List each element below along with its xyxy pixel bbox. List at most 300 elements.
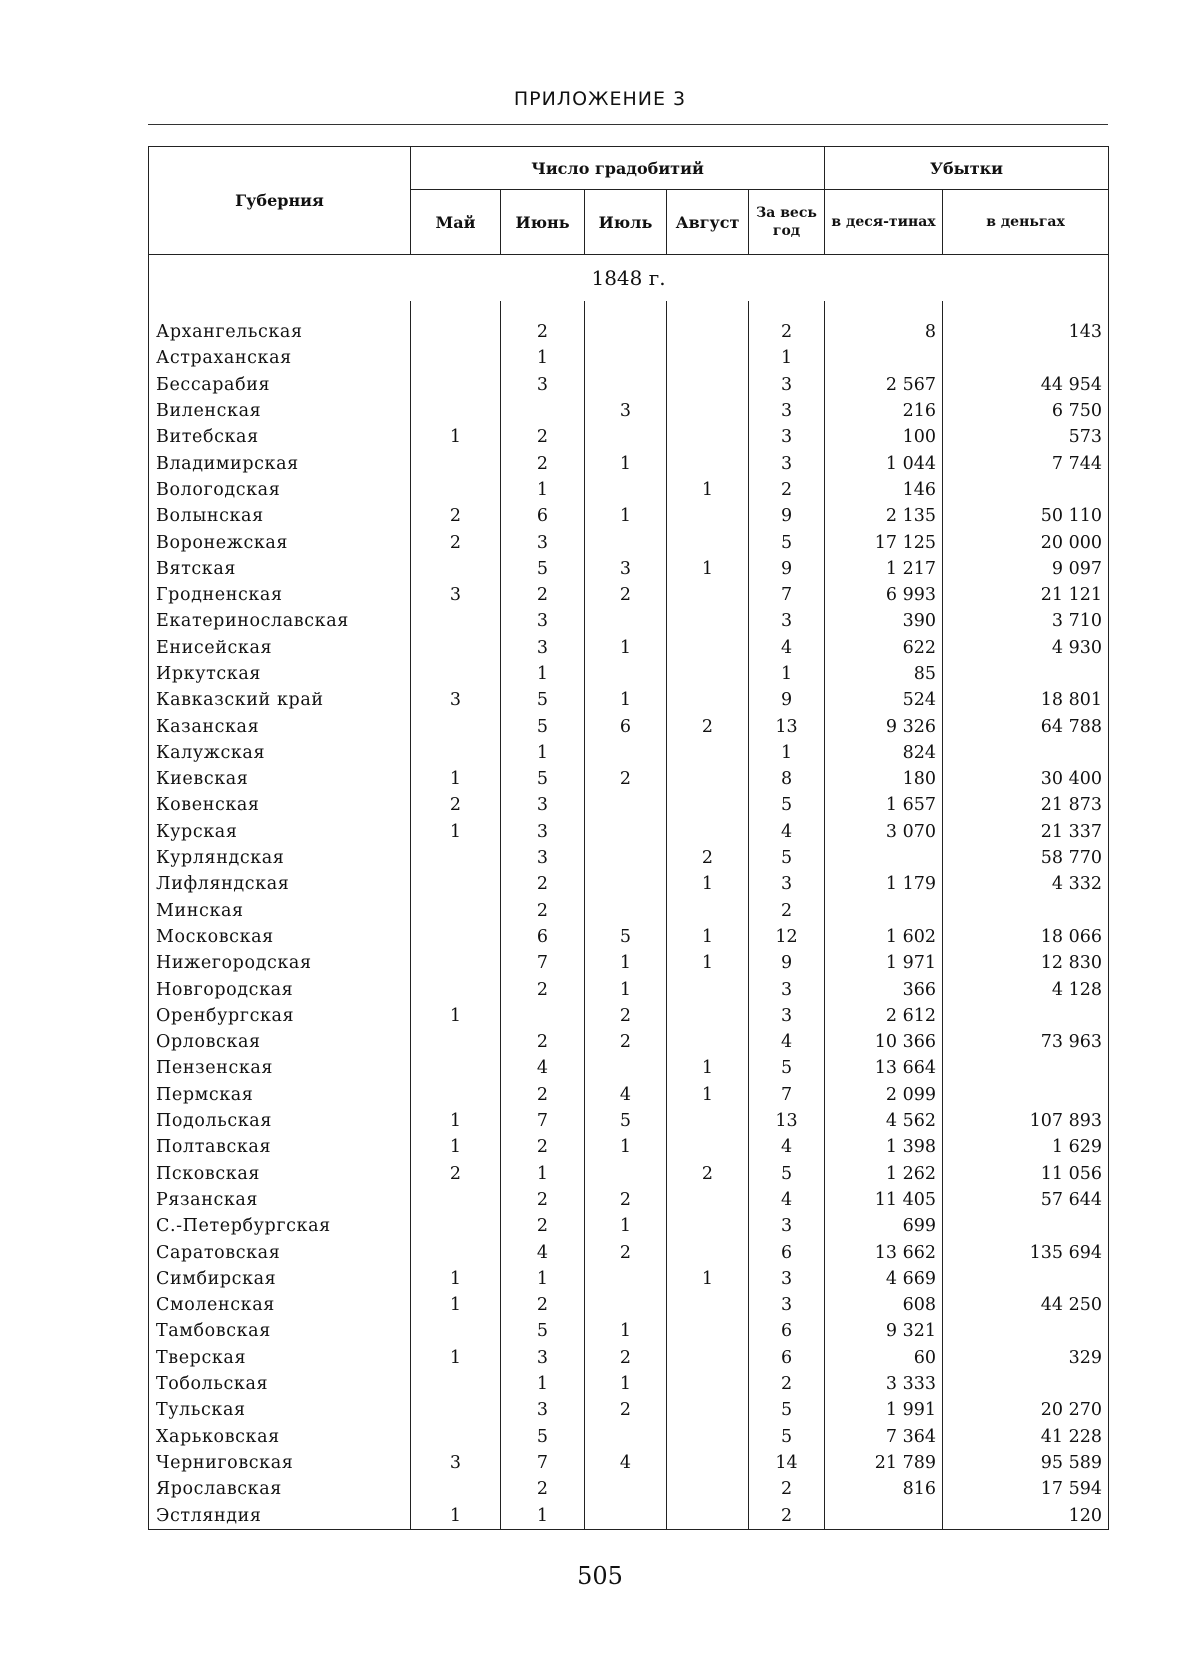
june-count: 4 bbox=[501, 1239, 585, 1265]
august-count: 1 bbox=[667, 1055, 749, 1081]
july-count: 4 bbox=[585, 1082, 667, 1108]
header-july: Июль bbox=[585, 190, 667, 255]
june-count bbox=[501, 398, 585, 424]
year-total: 5 bbox=[749, 1423, 825, 1449]
year-total: 9 bbox=[749, 950, 825, 976]
july-count: 2 bbox=[585, 766, 667, 792]
table-row bbox=[149, 1161, 1109, 1187]
august-count bbox=[667, 1502, 749, 1529]
may-count bbox=[411, 661, 501, 687]
header-in-desyatinas: в деся-тинах bbox=[825, 190, 943, 255]
year-total: 3 bbox=[749, 424, 825, 450]
may-count bbox=[411, 1082, 501, 1108]
region-name: Воронежская bbox=[149, 529, 411, 555]
loss-desyatinas: 17 125 bbox=[825, 529, 943, 555]
may-count bbox=[411, 845, 501, 871]
year-total: 5 bbox=[749, 1161, 825, 1187]
year-total: 3 bbox=[749, 398, 825, 424]
region-name: Смоленская bbox=[149, 1292, 411, 1318]
july-count: 3 bbox=[585, 398, 667, 424]
loss-money: 18 066 bbox=[943, 924, 1109, 950]
hail-statistics-table-container bbox=[148, 146, 1108, 1530]
loss-money: 120 bbox=[943, 1502, 1109, 1529]
july-count bbox=[585, 792, 667, 818]
july-count bbox=[585, 477, 667, 503]
june-count: 1 bbox=[501, 1371, 585, 1397]
region-name: Полтавская bbox=[149, 1134, 411, 1160]
table-row bbox=[149, 976, 1109, 1002]
loss-money: 20 270 bbox=[943, 1397, 1109, 1423]
august-count bbox=[667, 529, 749, 555]
region-name: Киевская bbox=[149, 766, 411, 792]
year-total: 3 bbox=[749, 608, 825, 634]
loss-desyatinas: 366 bbox=[825, 976, 943, 1002]
july-count bbox=[585, 845, 667, 871]
july-count: 1 bbox=[585, 1213, 667, 1239]
july-count: 2 bbox=[585, 1345, 667, 1371]
region-name: С.-Петербургская bbox=[149, 1213, 411, 1239]
loss-money: 21 121 bbox=[943, 582, 1109, 608]
august-count bbox=[667, 792, 749, 818]
july-count: 1 bbox=[585, 950, 667, 976]
may-count bbox=[411, 1318, 501, 1344]
august-count bbox=[667, 766, 749, 792]
july-count bbox=[585, 608, 667, 634]
loss-desyatinas: 608 bbox=[825, 1292, 943, 1318]
region-name: Рязанская bbox=[149, 1187, 411, 1213]
may-count: 2 bbox=[411, 503, 501, 529]
region-name: Черниговская bbox=[149, 1450, 411, 1476]
may-count: 1 bbox=[411, 424, 501, 450]
table-row bbox=[149, 635, 1109, 661]
july-count: 2 bbox=[585, 1239, 667, 1265]
june-count: 2 bbox=[501, 898, 585, 924]
may-count bbox=[411, 871, 501, 897]
region-name: Харьковская bbox=[149, 1423, 411, 1449]
loss-desyatinas: 699 bbox=[825, 1213, 943, 1239]
region-name: Курляндская bbox=[149, 845, 411, 871]
header-year-total: За весь год bbox=[749, 190, 825, 255]
august-count bbox=[667, 898, 749, 924]
august-count bbox=[667, 635, 749, 661]
region-name: Новгородская bbox=[149, 976, 411, 1002]
loss-desyatinas: 9 321 bbox=[825, 1318, 943, 1344]
may-count: 1 bbox=[411, 766, 501, 792]
year-total: 3 bbox=[749, 372, 825, 398]
august-count bbox=[667, 976, 749, 1002]
header-region: Губерния bbox=[149, 147, 411, 255]
august-count: 1 bbox=[667, 1082, 749, 1108]
region-name: Кавказский край bbox=[149, 687, 411, 713]
table-row bbox=[149, 1239, 1109, 1265]
year-total: 4 bbox=[749, 1029, 825, 1055]
loss-desyatinas: 824 bbox=[825, 740, 943, 766]
year-total: 4 bbox=[749, 1187, 825, 1213]
table-row bbox=[149, 740, 1109, 766]
year-total: 2 bbox=[749, 1371, 825, 1397]
loss-money: 11 056 bbox=[943, 1161, 1109, 1187]
july-count: 1 bbox=[585, 1134, 667, 1160]
loss-money: 95 589 bbox=[943, 1450, 1109, 1476]
may-count: 2 bbox=[411, 792, 501, 818]
year-total: 2 bbox=[749, 477, 825, 503]
table-row bbox=[149, 345, 1109, 371]
region-name: Иркутская bbox=[149, 661, 411, 687]
table-row bbox=[149, 792, 1109, 818]
hail-statistics-table bbox=[148, 146, 1109, 1530]
july-count bbox=[585, 1502, 667, 1529]
year-total: 12 bbox=[749, 924, 825, 950]
august-count bbox=[667, 1397, 749, 1423]
loss-desyatinas: 100 bbox=[825, 424, 943, 450]
table-row bbox=[149, 819, 1109, 845]
year-total: 3 bbox=[749, 1266, 825, 1292]
loss-desyatinas: 60 bbox=[825, 1345, 943, 1371]
table-row bbox=[149, 372, 1109, 398]
year-total: 3 bbox=[749, 1292, 825, 1318]
july-count: 2 bbox=[585, 1029, 667, 1055]
table-row bbox=[149, 398, 1109, 424]
loss-desyatinas: 85 bbox=[825, 661, 943, 687]
loss-money: 4 930 bbox=[943, 635, 1109, 661]
july-count bbox=[585, 1266, 667, 1292]
may-count: 1 bbox=[411, 1108, 501, 1134]
loss-money bbox=[943, 1318, 1109, 1344]
june-count: 1 bbox=[501, 477, 585, 503]
year-total: 9 bbox=[749, 687, 825, 713]
may-count bbox=[411, 556, 501, 582]
may-count bbox=[411, 924, 501, 950]
region-name: Подольская bbox=[149, 1108, 411, 1134]
region-name: Эстляндия bbox=[149, 1502, 411, 1529]
loss-money: 135 694 bbox=[943, 1239, 1109, 1265]
july-count bbox=[585, 871, 667, 897]
region-name: Минская bbox=[149, 898, 411, 924]
year-total: 5 bbox=[749, 845, 825, 871]
header-august: Август bbox=[667, 190, 749, 255]
june-count: 3 bbox=[501, 1397, 585, 1423]
august-count bbox=[667, 1134, 749, 1160]
region-name: Гродненская bbox=[149, 582, 411, 608]
june-count: 2 bbox=[501, 582, 585, 608]
region-name: Енисейская bbox=[149, 635, 411, 661]
region-name: Тобольская bbox=[149, 1371, 411, 1397]
year-total: 2 bbox=[749, 898, 825, 924]
july-count bbox=[585, 661, 667, 687]
july-count bbox=[585, 1055, 667, 1081]
loss-money bbox=[943, 1082, 1109, 1108]
may-count bbox=[411, 1055, 501, 1081]
august-count bbox=[667, 1423, 749, 1449]
may-count bbox=[411, 740, 501, 766]
header-may: Май bbox=[411, 190, 501, 255]
may-count bbox=[411, 345, 501, 371]
may-count bbox=[411, 635, 501, 661]
june-count: 2 bbox=[501, 871, 585, 897]
july-count: 3 bbox=[585, 556, 667, 582]
year-total: 2 bbox=[749, 319, 825, 345]
july-count: 1 bbox=[585, 1371, 667, 1397]
table-row bbox=[149, 503, 1109, 529]
loss-money: 107 893 bbox=[943, 1108, 1109, 1134]
header-june: Июнь bbox=[501, 190, 585, 255]
table-row bbox=[149, 1397, 1109, 1423]
june-count: 2 bbox=[501, 1213, 585, 1239]
june-count: 1 bbox=[501, 661, 585, 687]
loss-desyatinas: 1 991 bbox=[825, 1397, 943, 1423]
june-count: 2 bbox=[501, 1292, 585, 1318]
region-name: Оренбургская bbox=[149, 1003, 411, 1029]
table-row bbox=[149, 1029, 1109, 1055]
loss-money: 73 963 bbox=[943, 1029, 1109, 1055]
table-row bbox=[149, 1318, 1109, 1344]
table-row bbox=[149, 1003, 1109, 1029]
may-count bbox=[411, 976, 501, 1002]
july-count bbox=[585, 529, 667, 555]
july-count bbox=[585, 898, 667, 924]
year-total: 5 bbox=[749, 1055, 825, 1081]
year-total: 5 bbox=[749, 792, 825, 818]
may-count bbox=[411, 319, 501, 345]
loss-money bbox=[943, 1003, 1109, 1029]
loss-desyatinas: 13 664 bbox=[825, 1055, 943, 1081]
july-count: 6 bbox=[585, 713, 667, 739]
year-total: 7 bbox=[749, 582, 825, 608]
loss-money: 50 110 bbox=[943, 503, 1109, 529]
region-name: Орловская bbox=[149, 1029, 411, 1055]
may-count bbox=[411, 608, 501, 634]
may-count bbox=[411, 1476, 501, 1502]
june-count: 2 bbox=[501, 1187, 585, 1213]
table-row bbox=[149, 1371, 1109, 1397]
july-count bbox=[585, 1423, 667, 1449]
loss-money: 4 128 bbox=[943, 976, 1109, 1002]
may-count: 3 bbox=[411, 582, 501, 608]
table-row bbox=[149, 1476, 1109, 1502]
loss-money bbox=[943, 1055, 1109, 1081]
august-count bbox=[667, 582, 749, 608]
region-name: Калужская bbox=[149, 740, 411, 766]
table-row bbox=[149, 687, 1109, 713]
may-count: 2 bbox=[411, 1161, 501, 1187]
july-count: 1 bbox=[585, 635, 667, 661]
july-count bbox=[585, 424, 667, 450]
may-count: 1 bbox=[411, 819, 501, 845]
loss-money bbox=[943, 740, 1109, 766]
july-count: 2 bbox=[585, 1187, 667, 1213]
august-count bbox=[667, 608, 749, 634]
loss-money: 143 bbox=[943, 319, 1109, 345]
year-total: 1 bbox=[749, 661, 825, 687]
august-count: 2 bbox=[667, 1161, 749, 1187]
loss-money bbox=[943, 1213, 1109, 1239]
table-row bbox=[149, 924, 1109, 950]
table-row bbox=[149, 1213, 1109, 1239]
table-row bbox=[149, 556, 1109, 582]
loss-desyatinas: 622 bbox=[825, 635, 943, 661]
loss-desyatinas: 13 662 bbox=[825, 1239, 943, 1265]
year-total: 3 bbox=[749, 1003, 825, 1029]
loss-desyatinas: 4 669 bbox=[825, 1266, 943, 1292]
loss-money: 21 337 bbox=[943, 819, 1109, 845]
july-count: 2 bbox=[585, 1397, 667, 1423]
may-count bbox=[411, 713, 501, 739]
loss-desyatinas: 3 333 bbox=[825, 1371, 943, 1397]
august-count bbox=[667, 1345, 749, 1371]
may-count bbox=[411, 1371, 501, 1397]
page-number: 505 bbox=[0, 1562, 1200, 1590]
may-count: 1 bbox=[411, 1502, 501, 1529]
loss-desyatinas: 524 bbox=[825, 687, 943, 713]
august-count bbox=[667, 503, 749, 529]
loss-money: 573 bbox=[943, 424, 1109, 450]
june-count: 2 bbox=[501, 450, 585, 476]
year-total: 3 bbox=[749, 871, 825, 897]
header-losses: Убытки bbox=[825, 147, 1109, 190]
july-count: 1 bbox=[585, 976, 667, 1002]
august-count bbox=[667, 345, 749, 371]
june-count: 3 bbox=[501, 819, 585, 845]
loss-desyatinas: 180 bbox=[825, 766, 943, 792]
region-name: Пензенская bbox=[149, 1055, 411, 1081]
loss-desyatinas: 10 366 bbox=[825, 1029, 943, 1055]
june-count: 7 bbox=[501, 1450, 585, 1476]
may-count: 3 bbox=[411, 687, 501, 713]
july-count: 4 bbox=[585, 1450, 667, 1476]
loss-desyatinas: 2 567 bbox=[825, 372, 943, 398]
region-name: Казанская bbox=[149, 713, 411, 739]
may-count: 2 bbox=[411, 529, 501, 555]
june-count bbox=[501, 1003, 585, 1029]
year-total: 6 bbox=[749, 1239, 825, 1265]
region-name: Саратовская bbox=[149, 1239, 411, 1265]
region-name: Архангельская bbox=[149, 319, 411, 345]
july-count: 1 bbox=[585, 503, 667, 529]
may-count bbox=[411, 450, 501, 476]
region-name: Бессарабия bbox=[149, 372, 411, 398]
header-rule bbox=[148, 124, 1108, 125]
table-body bbox=[149, 301, 1109, 1529]
loss-money: 57 644 bbox=[943, 1187, 1109, 1213]
june-count: 3 bbox=[501, 635, 585, 661]
year-label: 1848 г. bbox=[149, 255, 1109, 302]
may-count bbox=[411, 1187, 501, 1213]
loss-desyatinas bbox=[825, 1502, 943, 1529]
loss-money: 3 710 bbox=[943, 608, 1109, 634]
year-total: 2 bbox=[749, 1476, 825, 1502]
table-row bbox=[149, 871, 1109, 897]
region-name: Владимирская bbox=[149, 450, 411, 476]
august-count bbox=[667, 372, 749, 398]
loss-desyatinas: 1 971 bbox=[825, 950, 943, 976]
may-count: 1 bbox=[411, 1292, 501, 1318]
loss-money: 9 097 bbox=[943, 556, 1109, 582]
loss-money bbox=[943, 898, 1109, 924]
region-name: Курская bbox=[149, 819, 411, 845]
august-count bbox=[667, 1371, 749, 1397]
table-row bbox=[149, 1108, 1109, 1134]
table-row bbox=[149, 582, 1109, 608]
august-count bbox=[667, 1108, 749, 1134]
may-count: 3 bbox=[411, 1450, 501, 1476]
june-count: 5 bbox=[501, 766, 585, 792]
table-row bbox=[149, 450, 1109, 476]
may-count bbox=[411, 1029, 501, 1055]
loss-money: 41 228 bbox=[943, 1423, 1109, 1449]
region-name: Виленская bbox=[149, 398, 411, 424]
table-row bbox=[149, 1055, 1109, 1081]
region-name: Симбирская bbox=[149, 1266, 411, 1292]
table-row bbox=[149, 950, 1109, 976]
july-count: 2 bbox=[585, 1003, 667, 1029]
loss-money bbox=[943, 345, 1109, 371]
year-total: 14 bbox=[749, 1450, 825, 1476]
june-count: 5 bbox=[501, 1423, 585, 1449]
june-count: 5 bbox=[501, 556, 585, 582]
loss-desyatinas: 1 602 bbox=[825, 924, 943, 950]
loss-money: 18 801 bbox=[943, 687, 1109, 713]
region-name: Волынская bbox=[149, 503, 411, 529]
table-row bbox=[149, 1423, 1109, 1449]
table-row bbox=[149, 1187, 1109, 1213]
august-count: 2 bbox=[667, 845, 749, 871]
region-name: Вологодская bbox=[149, 477, 411, 503]
year-total: 3 bbox=[749, 976, 825, 1002]
may-count bbox=[411, 1397, 501, 1423]
june-count: 3 bbox=[501, 792, 585, 818]
table-row bbox=[149, 529, 1109, 555]
region-name: Екатеринославская bbox=[149, 608, 411, 634]
loss-desyatinas: 816 bbox=[825, 1476, 943, 1502]
loss-desyatinas: 1 044 bbox=[825, 450, 943, 476]
august-count bbox=[667, 1476, 749, 1502]
region-name: Тверская bbox=[149, 1345, 411, 1371]
may-count bbox=[411, 1239, 501, 1265]
june-count: 2 bbox=[501, 1476, 585, 1502]
loss-money bbox=[943, 1266, 1109, 1292]
table-row bbox=[149, 319, 1109, 345]
loss-money: 21 873 bbox=[943, 792, 1109, 818]
august-count bbox=[667, 1239, 749, 1265]
loss-money: 12 830 bbox=[943, 950, 1109, 976]
july-count bbox=[585, 819, 667, 845]
august-count bbox=[667, 661, 749, 687]
june-count: 2 bbox=[501, 424, 585, 450]
loss-desyatinas: 8 bbox=[825, 319, 943, 345]
august-count bbox=[667, 1318, 749, 1344]
loss-desyatinas: 6 993 bbox=[825, 582, 943, 608]
table-row bbox=[149, 608, 1109, 634]
loss-money: 4 332 bbox=[943, 871, 1109, 897]
july-count bbox=[585, 1476, 667, 1502]
june-count: 4 bbox=[501, 1055, 585, 1081]
loss-desyatinas: 1 262 bbox=[825, 1161, 943, 1187]
august-count bbox=[667, 1003, 749, 1029]
may-count bbox=[411, 477, 501, 503]
july-count bbox=[585, 319, 667, 345]
june-count: 2 bbox=[501, 1134, 585, 1160]
loss-desyatinas: 1 179 bbox=[825, 871, 943, 897]
july-count: 5 bbox=[585, 924, 667, 950]
loss-desyatinas: 11 405 bbox=[825, 1187, 943, 1213]
june-count: 3 bbox=[501, 372, 585, 398]
loss-money: 7 744 bbox=[943, 450, 1109, 476]
july-count bbox=[585, 740, 667, 766]
region-name: Витебская bbox=[149, 424, 411, 450]
year-total: 9 bbox=[749, 503, 825, 529]
june-count: 3 bbox=[501, 529, 585, 555]
loss-desyatinas: 1 657 bbox=[825, 792, 943, 818]
